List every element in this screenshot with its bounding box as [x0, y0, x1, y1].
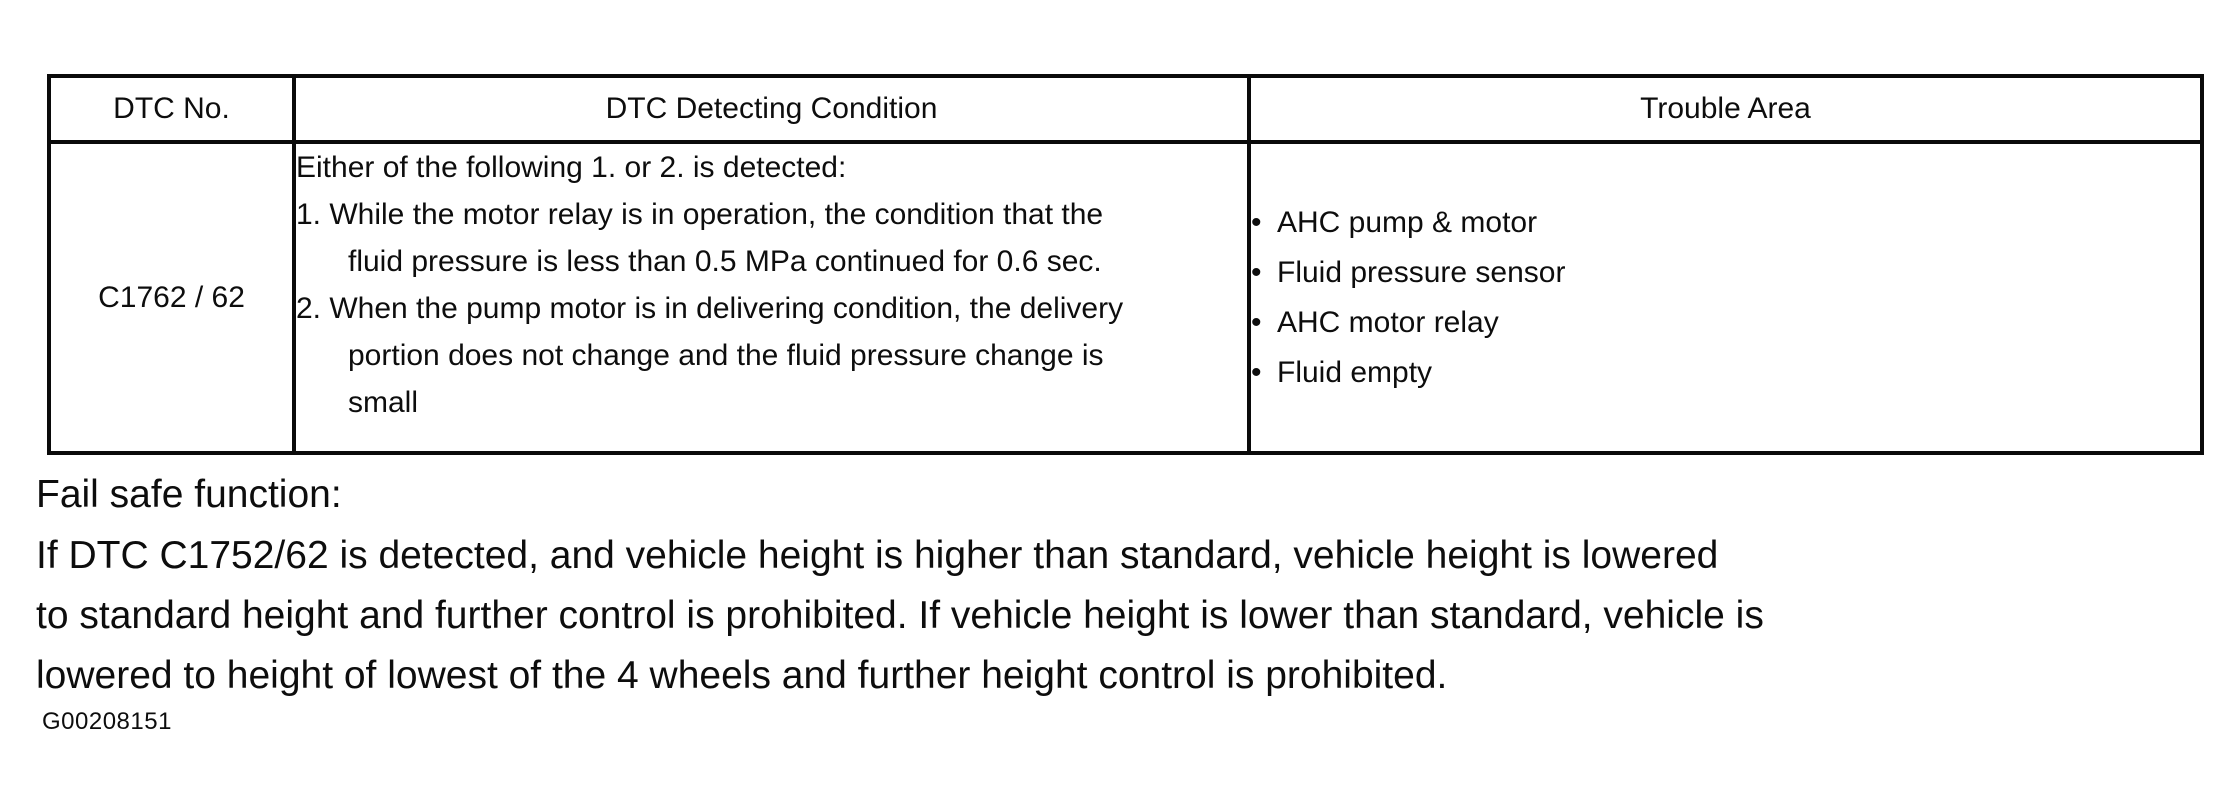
dtc-table-row	[49, 142, 2202, 453]
condition-line: portion does not change and the fluid pressure change is	[348, 339, 1104, 372]
trouble-area-label: AHC pump & motor	[1277, 205, 1538, 239]
condition-line: Either of the following 1. or 2. is detected:	[296, 151, 847, 184]
trouble-area-label: Fluid pressure sensor	[1277, 255, 1566, 289]
dtc-table-header-row	[49, 76, 2202, 142]
condition-line: 2. When the pump motor is in delivering condition, the delivery	[296, 292, 1124, 325]
figure-code: G00208151	[42, 708, 172, 735]
dtc-table	[47, 74, 2204, 455]
trouble-area-cell	[1249, 142, 2202, 453]
fail-safe-text-line: If DTC C1752/62 is detected, and vehicle height is higher than standard, vehicle height is lowered	[36, 534, 1719, 577]
detecting-condition-header: DTC Detecting Condition	[294, 76, 1249, 142]
trouble-area-label: Fluid empty	[1277, 355, 1433, 389]
trouble-area-item	[1251, 198, 2200, 248]
trouble-area-header: Trouble Area	[1249, 76, 2202, 142]
fail-safe-text-line: to standard height and further control is prohibited. If vehicle height is lower than standard, vehicle is	[36, 594, 1764, 637]
bullet-icon: •	[1251, 355, 1262, 389]
condition-line: 1. While the motor relay is in operation, the condition that the	[296, 198, 1104, 231]
dtc-no-cell: C1762 / 62	[49, 142, 294, 453]
trouble-area-item	[1251, 298, 2200, 348]
bullet-icon: •	[1251, 305, 1262, 339]
condition-line: small	[348, 386, 419, 419]
trouble-area-item	[1251, 248, 2200, 298]
dtc-no-header: DTC No.	[49, 76, 294, 142]
trouble-area-label: AHC motor relay	[1277, 305, 1499, 339]
fail-safe-section	[36, 464, 2196, 706]
fail-safe-heading: Fail safe function:	[36, 473, 342, 516]
condition-line: fluid pressure is less than 0.5 MPa continued for 0.6 sec.	[348, 245, 1102, 278]
bullet-icon: •	[1251, 205, 1262, 239]
bullet-icon: •	[1251, 255, 1262, 289]
detecting-condition-cell	[294, 142, 1249, 453]
trouble-area-item	[1251, 348, 2200, 398]
fail-safe-text-line: lowered to height of lowest of the 4 wheels and further height control is prohibited.	[36, 654, 1448, 697]
